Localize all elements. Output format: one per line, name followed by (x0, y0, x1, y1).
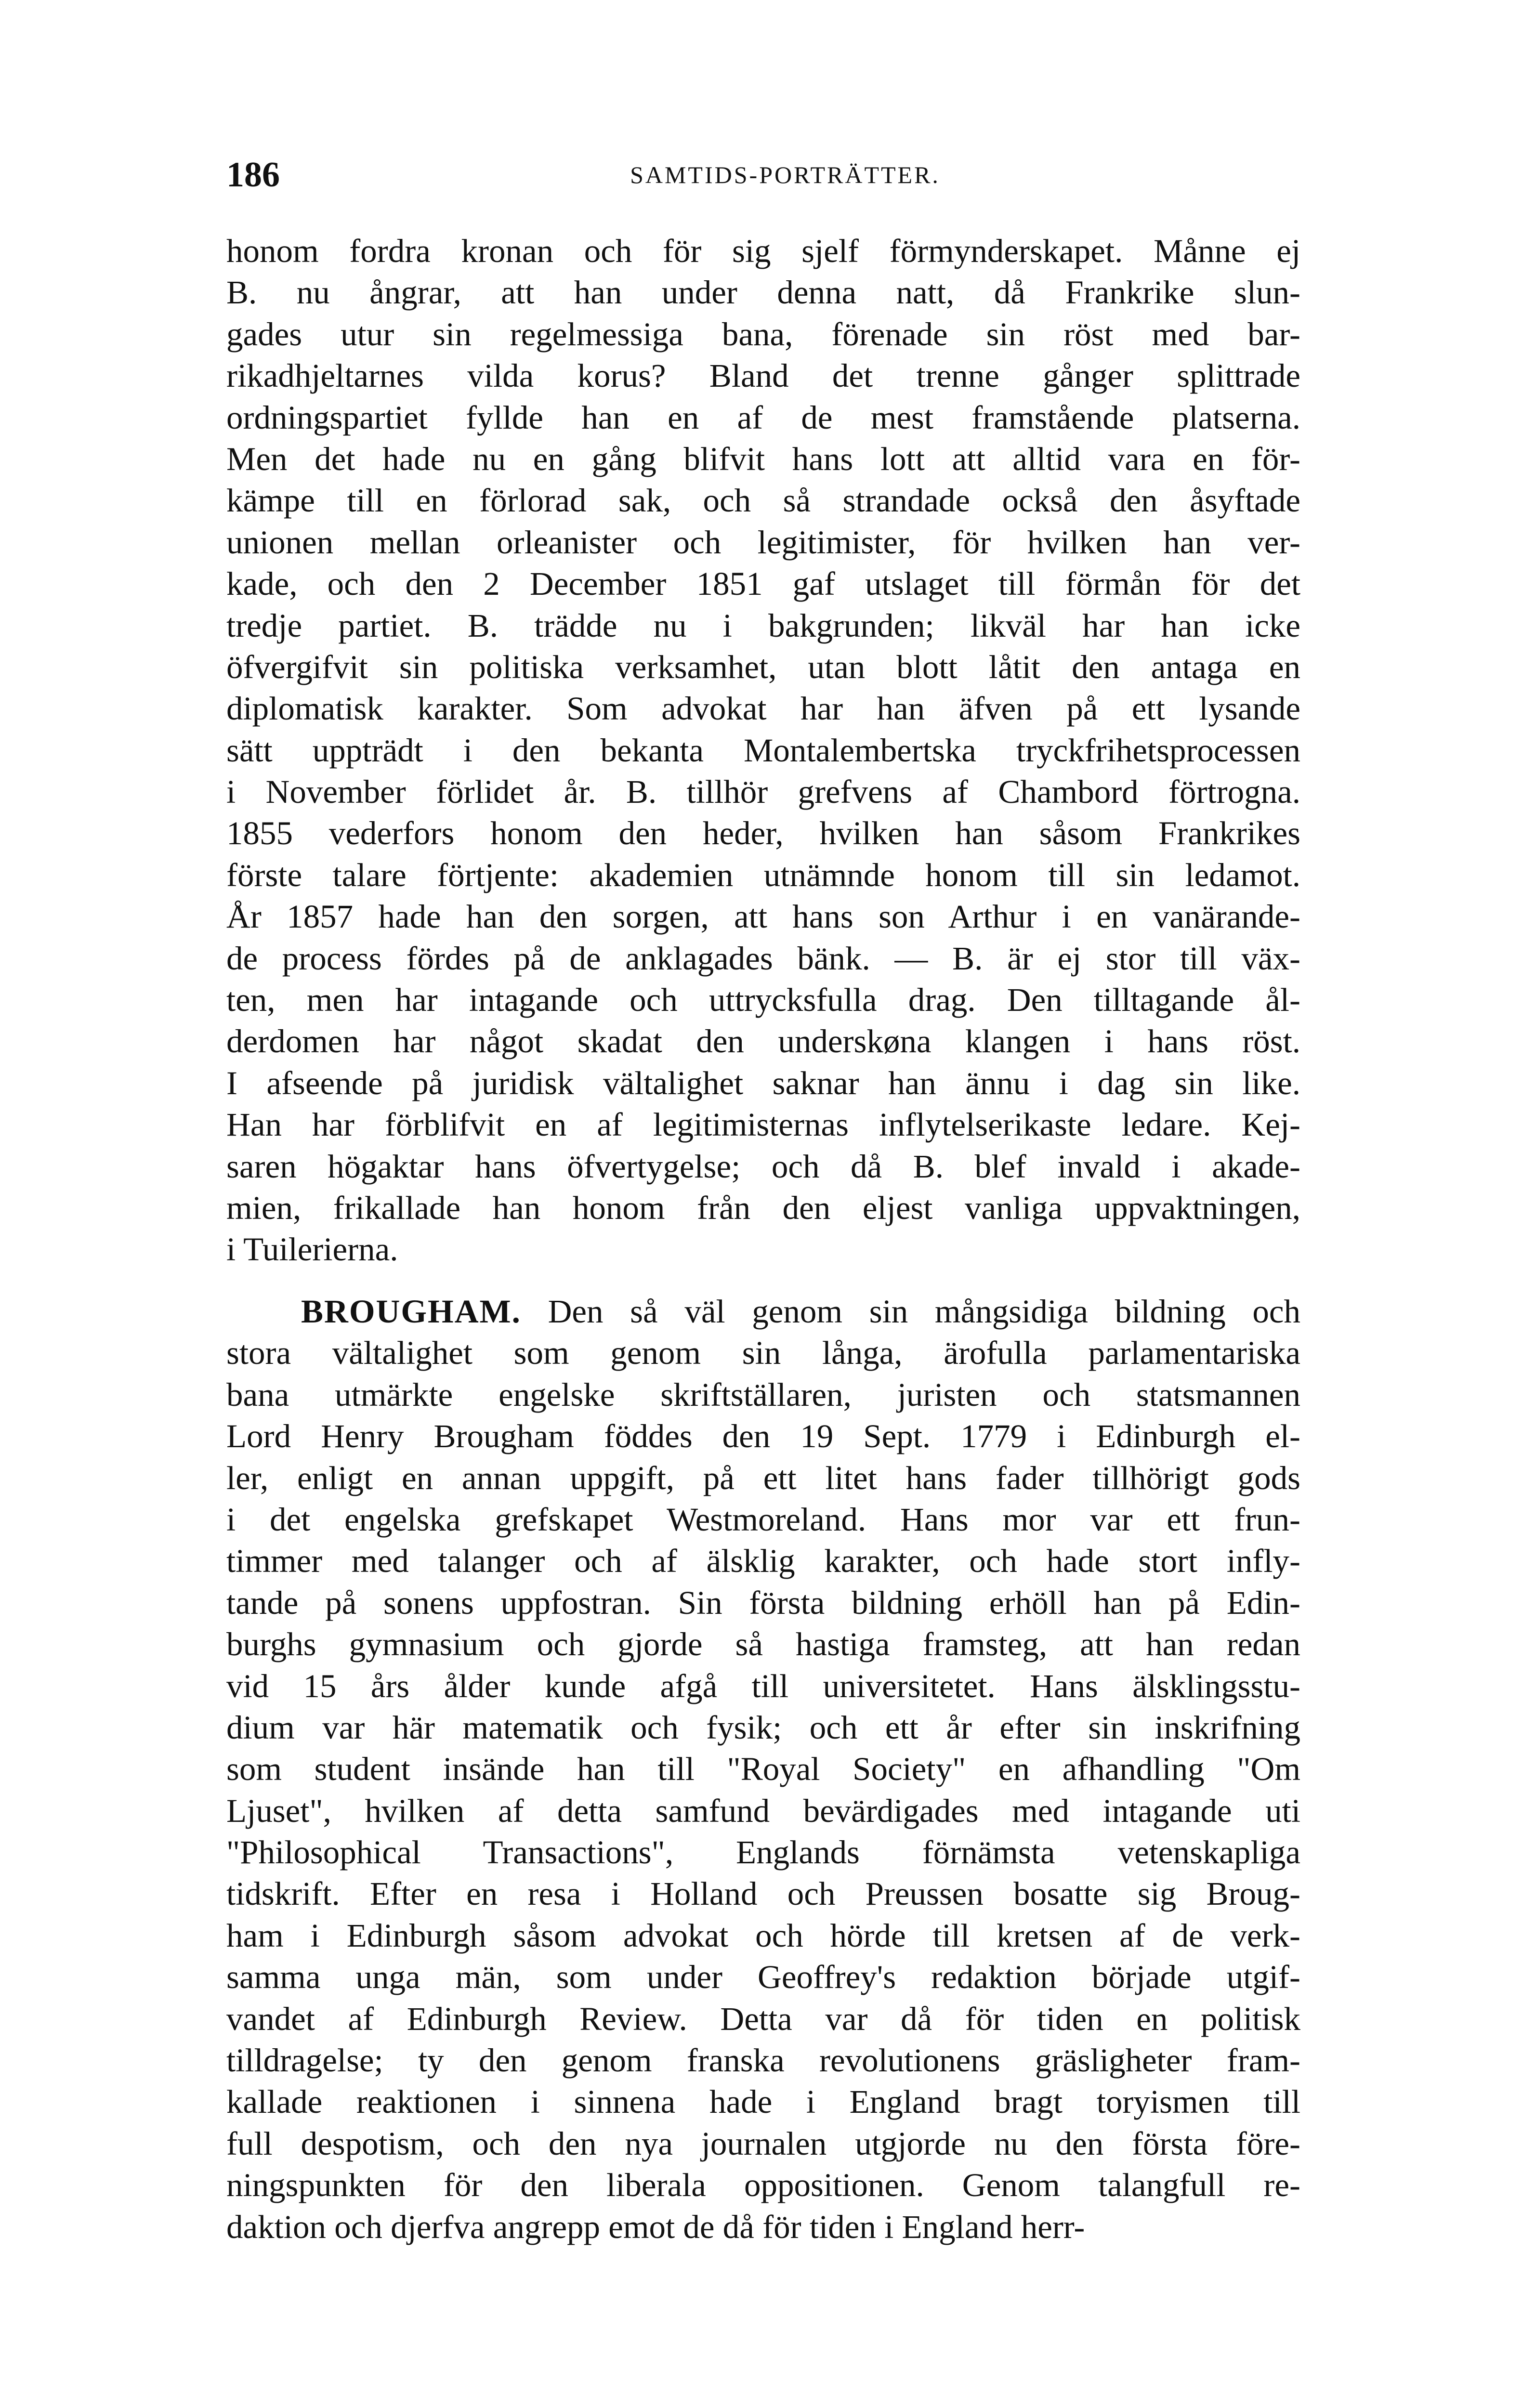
text-line: unionen mellan orleanister och legitimister, för hvilken han ver- (226, 523, 1300, 561)
page-header (226, 153, 1305, 196)
text-line: tande på sonens uppfostran. Sin första bildning erhöll han på Edin- (226, 1584, 1300, 1621)
text-line: ningspunkten för den liberala oppositionen. Genom talangfull re- (226, 2167, 1300, 2204)
text-line: År 1857 hade han den sorgen, att hans son Arthur i en vanärande- (226, 898, 1300, 935)
text-line: kade, och den 2 December 1851 gaf utslaget till förmån för det (226, 565, 1300, 602)
text-line: tilldragelse; ty den genom franska revolutionens gräsligheter fram- (226, 2042, 1300, 2079)
text-line: ler, enligt en annan uppgift, på ett litet hans fader tillhörigt gods (226, 1459, 1300, 1496)
text-line: gades utur sin regelmessiga bana, förenade sin röst med bar- (226, 315, 1300, 353)
paragraph-berryer-continued (226, 230, 1300, 1270)
text-line: Lord Henry Brougham föddes den 19 Sept. 1779 i Edinburgh el- (226, 1418, 1300, 1455)
text-line: daktion och djerfva angrepp emot de då för tiden i England herr- (226, 2208, 1085, 2245)
text-line (226, 1291, 1300, 1332)
text-line: bana utmärkte engelske skriftställaren, juristen och statsmannen (226, 1376, 1300, 1413)
text-line: "Philosophical Transactions", Englands förnämsta vetenskapliga (226, 1834, 1300, 1871)
text-line: 1855 vederfors honom den heder, hvilken han såsom Frankrikes (226, 815, 1300, 852)
text-line: mien, frikallade han honom från den eljest vanliga uppvaktningen, (226, 1189, 1300, 1226)
text-line: diplomatisk karakter. Som advokat har han äfven på ett lysande (226, 690, 1300, 727)
entry-name-brougham: BROUGHAM. (301, 1293, 521, 1330)
running-title: SAMTIDS-PORTRÄTTER. (630, 161, 940, 188)
text-line: Ljuset", hvilken af detta samfund bevärdigades med intagande uti (226, 1792, 1300, 1829)
text-line: öfvergifvit sin politiska verksamhet, utan blott låtit den antaga en (226, 648, 1300, 685)
page-number: 186 (226, 155, 280, 195)
text-line: samma unga män, som under Geoffrey's redaktion började utgif- (226, 1959, 1300, 1996)
text-line: de process fördes på de anklagades bänk. — B. är ej stor till väx- (226, 940, 1300, 977)
text-line: burghs gymnasium och gjorde så hastiga framsteg, att han redan (226, 1626, 1300, 1663)
text-line: I afseende på juridisk vältalighet saknar han ännu i dag sin like. (226, 1064, 1300, 1101)
text-line: ordningspartiet fyllde han en af de mest framstående platserna. (226, 399, 1300, 436)
text-line: derdomen har något skadat den underskøna klangen i hans röst. (226, 1023, 1300, 1060)
text-line: vandet af Edinburgh Review. Detta var då för tiden en politisk (226, 2000, 1300, 2037)
text-line: förste talare förtjente: akademien utnämnde honom till sin ledamot. (226, 856, 1300, 893)
text-line: honom fordra kronan och för sig sjelf förmynderskapet. Månne ej (226, 233, 1300, 269)
text-line: kämpe till en förlorad sak, och så strandade också den åsyftade (226, 482, 1300, 519)
text-line: i November förlidet år. B. tillhör grefvens af Chambord förtrogna. (226, 773, 1300, 811)
paragraph-brougham (226, 1291, 1300, 2248)
text-line: rikadhjeltarnes vilda korus? Bland det trenne gånger splittrade (226, 357, 1300, 394)
text-line: saren högaktar hans öfvertygelse; och då B. blef invald i akade- (226, 1148, 1300, 1185)
text-line: som student insände han till "Royal Society" en afhandling "Om (226, 1751, 1300, 1788)
entry-first-line-text: Den så väl genom sin mångsidiga bildning och (521, 1293, 1300, 1330)
text-line: dium var här matematik och fysik; och ett år efter sin inskrifning (226, 1709, 1300, 1746)
text-line: tidskrift. Efter en resa i Holland och Preussen bosatte sig Broug- (226, 1875, 1300, 1912)
text-line: ten, men har intagande och uttrycksfulla drag. Den tilltagande ål- (226, 982, 1300, 1019)
text-line: vid 15 års ålder kunde afgå till universitetet. Hans älsklingsstu- (226, 1667, 1300, 1704)
text-line: B. nu ångrar, att han under denna natt, då Frankrike slun- (226, 274, 1300, 311)
text-line: kallade reaktionen i sinnena hade i England bragt toryismen till (226, 2083, 1300, 2120)
text-line: full despotism, och den nya journalen utgjorde nu den första före- (226, 2125, 1300, 2162)
text-line: sätt uppträdt i den bekanta Montalembertska tryckfrihetsprocessen (226, 732, 1300, 769)
text-line: tredje partiet. B. trädde nu i bakgrunden; likväl har han icke (226, 607, 1300, 644)
text-line: ham i Edinburgh såsom advokat och hörde till kretsen af de verk- (226, 1917, 1300, 1954)
text-line: Han har förblifvit en af legitimisternas inflytelserikaste ledare. Kej- (226, 1106, 1300, 1143)
text-line: i det engelska grefskapet Westmoreland. Hans mor var ett frun- (226, 1501, 1300, 1538)
text-line: Men det hade nu en gång blifvit hans lott att alltid vara en för- (226, 440, 1300, 477)
text-line: timmer med talanger och af älsklig karakter, och hade stort infly- (226, 1543, 1300, 1580)
text-line: i Tuilerierna. (226, 1231, 398, 1268)
text-line: stora vältalighet som genom sin långa, ärofulla parlamentariska (226, 1335, 1300, 1372)
